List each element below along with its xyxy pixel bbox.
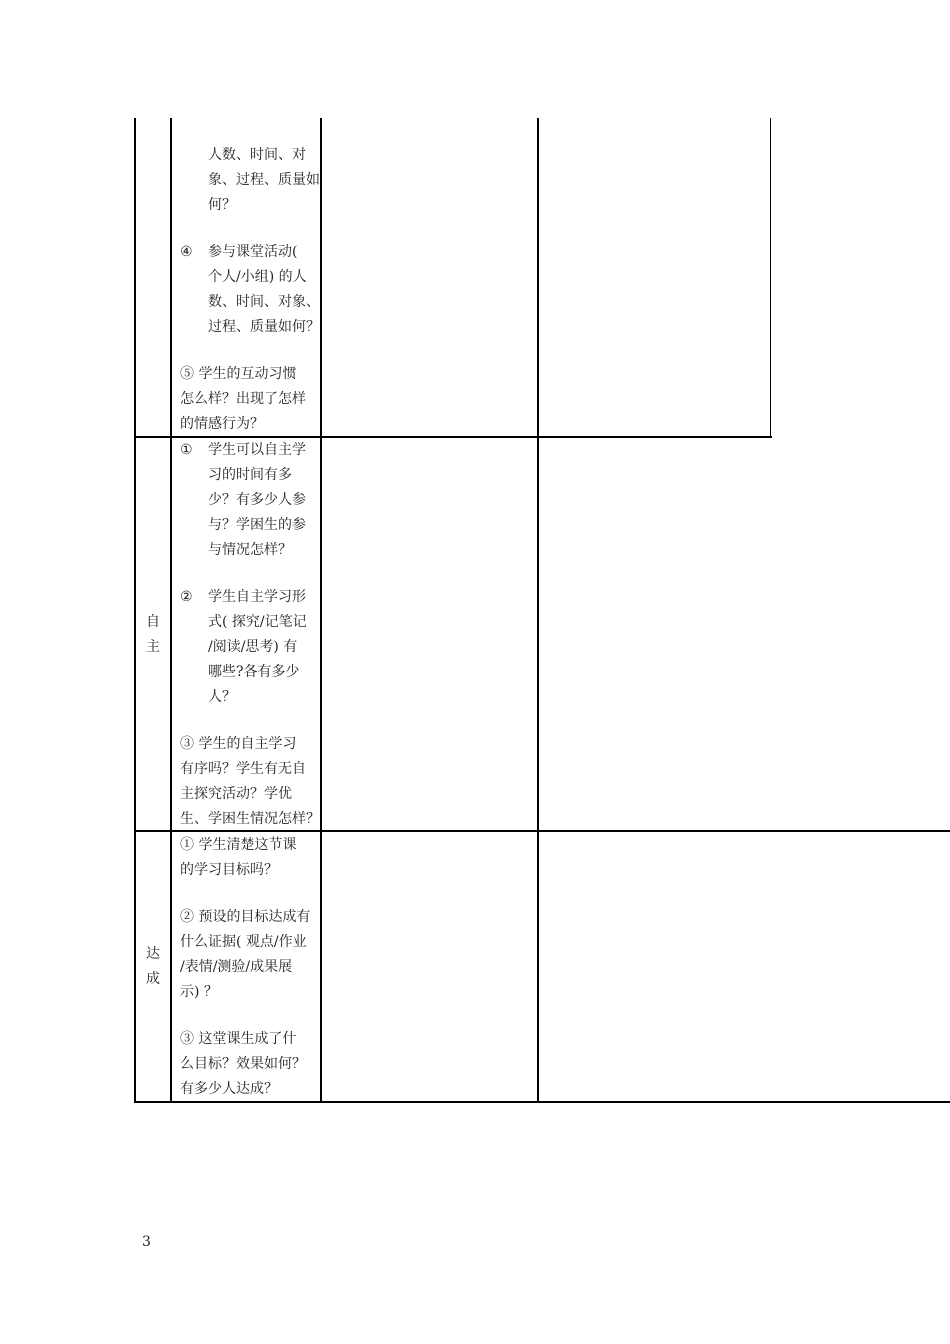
text-line: 怎么样？出现了怎样 [180,391,306,407]
page-number: 3 [142,1234,151,1250]
text-line: 人数、时间、对 [208,147,306,163]
text-line: ② 预设的目标达成有 [180,909,311,925]
category-char: 主 [146,639,160,655]
column-divider-4 [770,118,771,437]
text-line: 学生自主学习形 [208,589,306,605]
list-marker: ④ [180,244,193,260]
text-line: /表情/测验/成果展 [180,959,293,975]
text-line: 生、学困生情况怎样？ [180,811,320,827]
text-line: ③ 这堂课生成了什 [180,1031,297,1047]
text-line: 什么证据( 观点/作业 [180,934,307,950]
category-char: 自 [146,614,160,630]
text-line: 象、过程、质量如 [208,172,320,188]
text-line: 的学习目标吗？ [180,862,278,878]
text-line: 何？ [208,197,236,213]
category-char: 达 [146,946,160,962]
text-line: 数、时间、对象、 [208,294,320,310]
text-line: 哪些?各有多少 [208,664,300,680]
text-line: 少？有多少人参 [208,492,306,508]
category-char: 成 [146,971,160,987]
text-line: 个人/小组) 的人 [208,269,307,285]
text-line: 参与课堂活动( [208,244,298,260]
text-line: 么目标？效果如何？ [180,1056,306,1072]
text-line: 的情感行为？ [180,416,264,432]
text-line: /阅读/思考) 有 [208,639,298,655]
text-line: 与？学困生的参 [208,517,306,533]
text-line: 示) ？ [180,984,218,1000]
column-divider-3 [537,118,539,1103]
list-marker: ① [180,442,193,458]
text-line: 有多少人达成？ [180,1081,278,1097]
text-line: ③ 学生的自主学习 [180,736,297,752]
text-line: 式( 探究/记笔记 [208,614,307,630]
text-line: 学生可以自主学 [208,442,306,458]
text-line: 有序吗？学生有无自 [180,761,306,777]
text-line: 过程、质量如何？ [208,319,320,335]
text-line: 习的时间有多 [208,467,292,483]
list-marker: ② [180,589,193,605]
text-line: ① 学生清楚这节课 [180,837,297,853]
text-line: 主探究活动？学优 [180,786,292,802]
column-divider-2 [320,118,322,1103]
text-line: ⑤ 学生的互动习惯 [180,366,297,382]
text-line: 人？ [208,689,236,705]
text-line: 与情况怎样？ [208,542,292,558]
